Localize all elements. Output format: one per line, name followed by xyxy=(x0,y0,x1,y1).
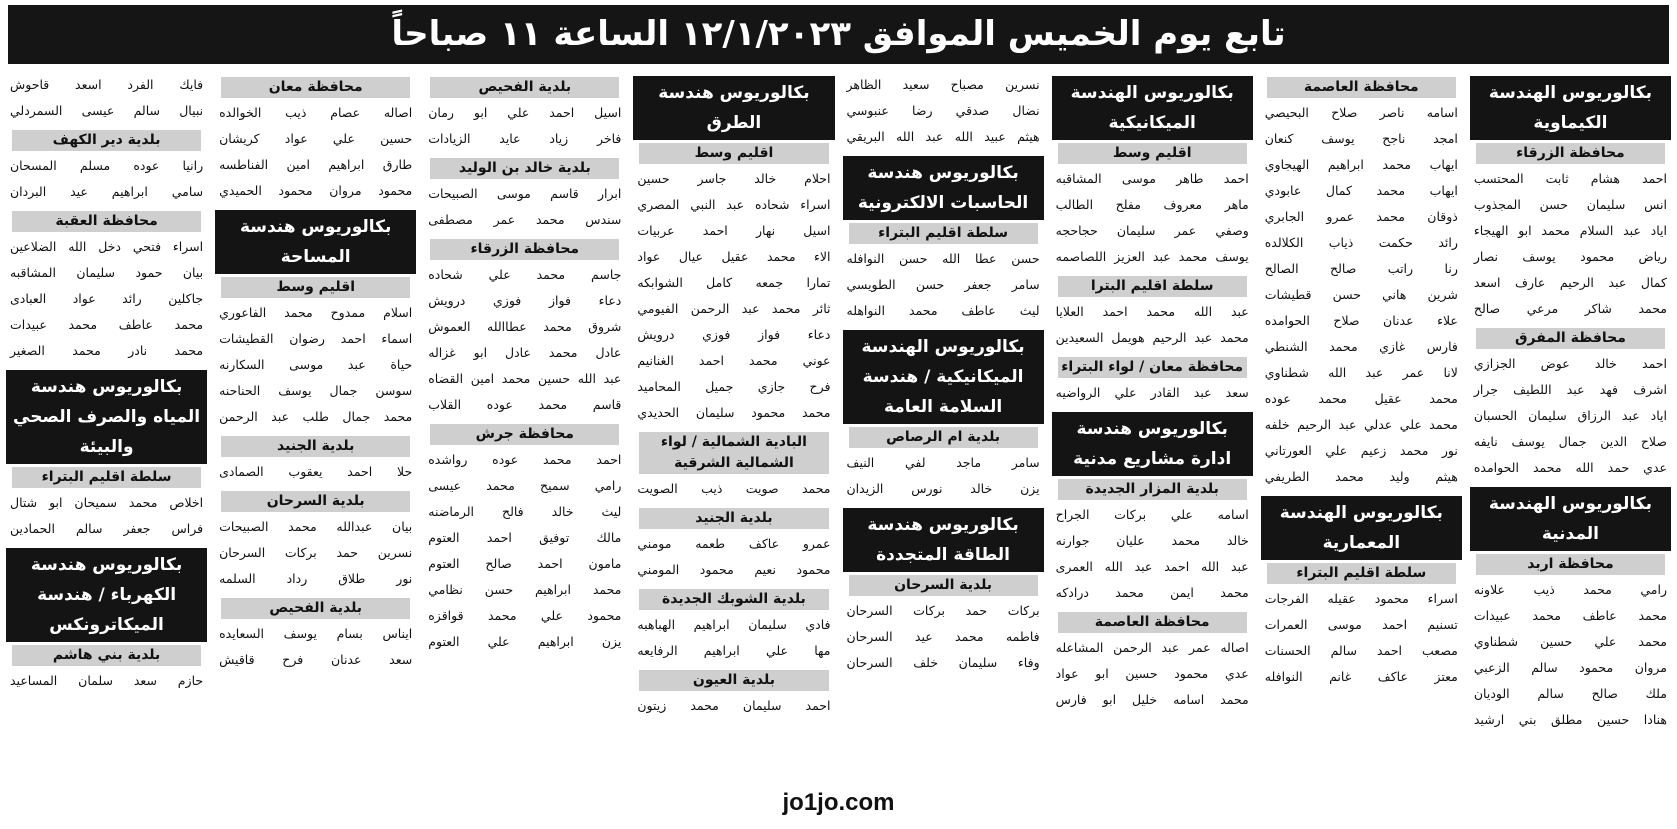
candidate-name: محمد جمال طلب عبد الرحمن xyxy=(219,409,413,424)
page-title-banner: تابع يوم الخميس الموافق ١٢/١/٢٠٢٣ الساعة ١١ صباحاً xyxy=(8,5,1669,64)
candidate-name: اسراء محمود عقيله الفرجات xyxy=(1264,591,1458,606)
candidate-name: سعد عدنان فرح قاقيش xyxy=(219,652,413,667)
authority-subheading: البادية الشمالية / لواء الشمالية الشرقية xyxy=(639,432,828,474)
degree-heading: بكالوريوس الهندسة الكيماوية xyxy=(1470,76,1671,140)
candidate-name: رانيا عوده مسلم المسحان xyxy=(10,158,204,173)
candidate-name: شرين هاني حسن قطيشات xyxy=(1264,287,1458,302)
candidate-name: اسيل احمد علي ابو رمان xyxy=(428,105,622,120)
candidate-name: محمود مروان محمود الحميدي xyxy=(219,183,413,198)
candidate-name: طارق ابراهيم امين الفناطسه xyxy=(219,157,413,172)
authority-subheading: محافظة اربد xyxy=(1476,554,1665,575)
candidate-name: جاسم محمد علي شحاده xyxy=(428,267,622,282)
column-7 xyxy=(215,74,416,786)
candidate-name: محمود نعيم محمود المومني xyxy=(637,562,831,577)
candidate-name: محمد علي حسين شطناوي xyxy=(1473,634,1667,649)
name-list xyxy=(633,695,834,721)
degree-heading: بكالوريوس الهندسة الميكانيكية xyxy=(1052,76,1253,140)
authority-subheading: بلدية الجنيد xyxy=(221,436,410,457)
candidate-name: بركات حمد بركات السرحان xyxy=(846,603,1040,618)
candidate-name: عادل محمد عادل ابو غزاله xyxy=(428,345,622,360)
candidate-name: محمد شاكر مرعي صالح xyxy=(1473,301,1667,316)
degree-heading: بكالوريوس هندسة المياه والصرف الصحي والبيئة xyxy=(6,370,207,464)
candidate-name: نسرين مصباح سعيد الظاهر xyxy=(846,77,1040,92)
name-list xyxy=(1052,382,1253,408)
authority-subheading: اقليم وسط xyxy=(221,277,410,298)
authority-subheading: بلدية الجنيد xyxy=(639,508,828,529)
authority-subheading: محافظة الزرقاء xyxy=(1476,143,1665,164)
name-list xyxy=(1052,637,1253,715)
candidate-name: مروان محمود سالم الزعبي xyxy=(1473,660,1667,675)
candidate-name: عدي محمود حسين ابو عواد xyxy=(1055,666,1249,681)
authority-subheading: بلدية الشوبك الجديدة xyxy=(639,589,828,610)
authority-subheading: محافظة جرش xyxy=(430,424,619,445)
candidate-name: عبد الله محمد احمد العلايا xyxy=(1055,304,1249,319)
name-list xyxy=(1470,168,1671,324)
authority-subheading: بلدية دير الكهف xyxy=(12,130,201,151)
degree-heading: بكالوريوس هندسة الكهرباء / هندسة الميكاترونكس xyxy=(6,548,207,642)
candidate-name: اسماء احمد رضوان القطيشات xyxy=(219,331,413,346)
name-list xyxy=(424,449,625,657)
candidate-name: احمد هشام ثابت المحتسب xyxy=(1473,171,1667,186)
name-list xyxy=(633,478,834,504)
candidate-name: نور محمد زعيم علي العورتاني xyxy=(1264,443,1458,458)
candidate-name: تسنيم احمد موسى العمرات xyxy=(1264,617,1458,632)
announcement-columns xyxy=(6,74,1671,786)
site-watermark: jo1jo.com xyxy=(782,789,895,816)
candidate-name: سعد عبد القادر علي الرواضيه xyxy=(1055,385,1249,400)
candidate-name: ذوقان محمد عمرو الجابري xyxy=(1264,209,1458,224)
candidate-name: وفاء سليمان خلف السرحان xyxy=(846,655,1040,670)
column-2 xyxy=(1261,74,1462,786)
authority-subheading: بلدية خالد بن الوليد xyxy=(430,158,619,179)
candidate-name: حسن عطا الله حسن النوافله xyxy=(846,251,1040,266)
authority-subheading: محافظة العاصمة xyxy=(1058,612,1247,633)
authority-subheading: اقليم وسط xyxy=(1058,143,1247,164)
candidate-name: نور طلاق رداد السلمه xyxy=(219,571,413,586)
degree-heading: بكالوريوس الهندسة الميكانيكية / هندسة السلامة العامة xyxy=(843,330,1044,424)
degree-heading: بكالوريوس هندسة ادارة مشاريع مدنية xyxy=(1052,412,1253,476)
candidate-name: رامي محمد ذيب علاونه xyxy=(1473,582,1667,597)
candidate-name: فرح جازي جميل المحاميد xyxy=(637,379,831,394)
candidate-name: ايهاب محمد كمال عابودي xyxy=(1264,183,1458,198)
candidate-name: تمارا جمعه كامل الشوابكه xyxy=(637,275,831,290)
candidate-name: علاء عدنان صلاح الحوامده xyxy=(1264,313,1458,328)
candidate-name: دعاء فواز فوزي درويش xyxy=(428,293,622,308)
name-list xyxy=(6,236,207,366)
candidate-name: حياة عبد موسى السكارنه xyxy=(219,357,413,372)
candidate-name: مصعب احمد سالم الحسنات xyxy=(1264,643,1458,658)
candidate-name: احمد خالد عوض الجزازي xyxy=(1473,356,1667,371)
authority-subheading: بلدية السرحان xyxy=(221,491,410,512)
candidate-name: رامي سميح محمد عيسى xyxy=(428,478,622,493)
candidate-name: وصفي عمر سليمان حجاحجه xyxy=(1055,223,1249,238)
authority-subheading: سلطة اقليم البترا xyxy=(1058,276,1247,297)
candidate-name: الاء محمد عقيل عيال عواد xyxy=(637,249,831,264)
authority-subheading: بلدية الفحيص xyxy=(221,598,410,619)
authority-subheading: بلدية العيون xyxy=(639,670,828,691)
name-list xyxy=(424,264,625,420)
column-8 xyxy=(6,74,207,786)
candidate-name: سامر ماجد لفي النيف xyxy=(846,455,1040,470)
candidate-name: صلاح الدين جمال يوسف نايفه xyxy=(1473,434,1667,449)
name-list xyxy=(1052,504,1253,608)
authority-subheading: بلدية الفحيص xyxy=(430,77,619,98)
candidate-name: هيثم وليد محمد الطريفي xyxy=(1264,469,1458,484)
candidate-name: محمد عبد الرحيم هويمل السعيدين xyxy=(1055,330,1249,345)
column-4 xyxy=(843,74,1044,786)
degree-heading: بكالوريوس هندسة الطرق xyxy=(633,76,834,140)
column-1 xyxy=(1470,74,1671,786)
column-5 xyxy=(633,74,834,786)
authority-subheading: بلدية المزار الجديدة xyxy=(1058,479,1247,500)
candidate-name: هنادا حسين مطلق بني ارشيد xyxy=(1473,712,1667,727)
candidate-name: ابرار قاسم موسى الصبيحات xyxy=(428,186,622,201)
candidate-name: ايناس بسام يوسف السعايده xyxy=(219,626,413,641)
name-list xyxy=(215,102,416,206)
name-list xyxy=(1470,579,1671,735)
candidate-name: سامر جعفر حسن الطويسي xyxy=(846,277,1040,292)
candidate-name: محمد عاطف محمد عبيدات xyxy=(10,317,204,332)
candidate-name: رنا راتب صالح الصالح xyxy=(1264,261,1458,276)
candidate-name: محمد اسامه خليل ابو فارس xyxy=(1055,692,1249,707)
candidate-name: كمال عبد الرحيم عارف اسعد xyxy=(1473,275,1667,290)
candidate-name: ماهر معروف مفلح الطالب xyxy=(1055,197,1249,212)
candidate-name: اياد عبد الرزاق سليمان الحسبان xyxy=(1473,408,1667,423)
name-list xyxy=(424,102,625,154)
candidate-name: مامون احمد صالح العتوم xyxy=(428,556,622,571)
name-list xyxy=(1052,168,1253,272)
candidate-name: محمد محمود سليمان الحديدي xyxy=(637,405,831,420)
name-list xyxy=(215,623,416,675)
authority-subheading: سلطة اقليم البتراء xyxy=(12,467,201,488)
candidate-name: بيان عبدالله محمد الصبيحات xyxy=(219,519,413,534)
candidate-name: احمد محمد عوده رواشده xyxy=(428,452,622,467)
candidate-name: فايك الفرد اسعد قاحوش xyxy=(10,77,204,92)
name-list xyxy=(6,492,207,544)
candidate-name: محمود علي محمد قواقزه xyxy=(428,608,622,623)
candidate-name: عبد الله حسين محمد امين القضاه xyxy=(428,371,622,386)
candidate-name: محمد ايمن محمد درادكه xyxy=(1055,585,1249,600)
candidate-name: محمد صويت ذيب الصويت xyxy=(637,481,831,496)
candidate-name: اشرف فهد عبد اللطيف جرار xyxy=(1473,382,1667,397)
authority-subheading: محافظة الزرقاء xyxy=(430,239,619,260)
degree-heading: بكالوريوس هندسة المساحة xyxy=(215,210,416,274)
candidate-name: سامي ابراهيم عيد البردان xyxy=(10,184,204,199)
candidate-name: سوسن جمال يوسف الحناحنه xyxy=(219,383,413,398)
candidate-name: محمد ابراهيم حسن نظامي xyxy=(428,582,622,597)
candidate-name: اسامه علي بركات الجراح xyxy=(1055,507,1249,522)
candidate-name: اصاله عمر عبد الرحمن المشاعله xyxy=(1055,640,1249,655)
candidate-name: ملك صالح سالم الوديان xyxy=(1473,686,1667,701)
candidate-name: رائد حكمت ذياب الكلالده xyxy=(1264,235,1458,250)
name-list xyxy=(843,248,1044,326)
candidate-name: احمد سليمان محمد زيتون xyxy=(637,698,831,713)
name-list xyxy=(1261,102,1462,492)
authority-subheading: بلدية ام الرصاص xyxy=(849,427,1038,448)
candidate-name: محمد نادر محمد الصغير xyxy=(10,343,204,358)
candidate-name: سندس محمد عمر مصطفى xyxy=(428,212,622,227)
candidate-name: رياض محمود يوسف نصار xyxy=(1473,249,1667,264)
name-list xyxy=(633,614,834,666)
candidate-name: نسرين حمد بركات السرحان xyxy=(219,545,413,560)
name-list xyxy=(843,452,1044,504)
degree-heading: بكالوريوس الهندسة المعمارية xyxy=(1261,496,1462,560)
candidate-name: اسامه ناصر صلاح البحيصي xyxy=(1264,105,1458,120)
degree-heading: بكالوريوس هندسة الحاسبات الالكترونية xyxy=(843,156,1044,220)
column-6 xyxy=(424,74,625,786)
name-list xyxy=(1261,588,1462,692)
candidate-name: قاسم محمد عوده القلاب xyxy=(428,397,622,412)
authority-subheading: سلطة اقليم البتراء xyxy=(849,223,1038,244)
name-list xyxy=(6,74,207,126)
name-list xyxy=(424,183,625,235)
candidate-name: هيثم عبيد الله عبد الله البريقي xyxy=(846,129,1040,144)
candidate-name: فاخر زياد عايد الزيادات xyxy=(428,131,622,146)
name-list xyxy=(633,168,834,428)
candidate-name: انس سليمان حسن المجذوب xyxy=(1473,197,1667,212)
authority-subheading: سلطة اقليم البتراء xyxy=(1267,563,1456,584)
candidate-name: يزن خالد نورس الزيدان xyxy=(846,481,1040,496)
candidate-name: حسين علي عواد كريشان xyxy=(219,131,413,146)
candidate-name: احلام خالد جاسر حسين xyxy=(637,171,831,186)
candidate-name: خالد محمد عليان جوارنه xyxy=(1055,533,1249,548)
authority-subheading: محافظة العقبة xyxy=(12,211,201,232)
authority-subheading: محافظة العاصمة xyxy=(1267,77,1456,98)
candidate-name: مالك توفيق احمد العتوم xyxy=(428,530,622,545)
candidate-name: نبيال سالم عيسى السمردلي xyxy=(10,103,204,118)
name-list xyxy=(843,600,1044,678)
name-list xyxy=(6,155,207,207)
candidate-name: ليث عاطف محمد النواهله xyxy=(846,303,1040,318)
candidate-name: اسيل نهار احمد عربيات xyxy=(637,223,831,238)
authority-subheading: محافظة معان xyxy=(221,77,410,98)
candidate-name: اسراء فتحي دخل الله الضلاعين xyxy=(10,239,204,254)
name-list xyxy=(1052,301,1253,353)
candidate-name: ايهاب محمد ابراهيم الهيجاوي xyxy=(1264,157,1458,172)
candidate-name: عوني محمد احمد الغنانيم xyxy=(637,353,831,368)
candidate-name: محمد عقيل محمد عوده xyxy=(1264,391,1458,406)
candidate-name: اسلام ممدوح محمد الفاعوري xyxy=(219,305,413,320)
candidate-name: اسراء شحاده عبد النبي المصري xyxy=(637,197,831,212)
candidate-name: بيان حمود سليمان المشاقبه xyxy=(10,265,204,280)
candidate-name: محمد علي عدلي عبد الرحيم خلفه xyxy=(1264,417,1458,432)
authority-subheading: اقليم وسط xyxy=(639,143,828,164)
candidate-name: دعاء فواز فوزي درويش xyxy=(637,327,831,342)
degree-heading: بكالوريوس الهندسة المدنية xyxy=(1470,487,1671,551)
candidate-name: فاطمه محمد عيد السرحان xyxy=(846,629,1040,644)
candidate-name: احمد طاهر موسى المشاقبه xyxy=(1055,171,1249,186)
name-list xyxy=(215,302,416,432)
candidate-name: اصاله عصام ذيب الخوالده xyxy=(219,105,413,120)
candidate-name: جاكلين رائد عواد العبادى xyxy=(10,291,204,306)
candidate-name: معتز عاكف غانم النوافله xyxy=(1264,669,1458,684)
candidate-name: لانا عمر عبد الله شطناوي xyxy=(1264,365,1458,380)
candidate-name: محمد عاطف محمد عبيدات xyxy=(1473,608,1667,623)
candidate-name: عبد الله احمد عبد الله العمرى xyxy=(1055,559,1249,574)
candidate-name: حازم سعد سلمان المساعيد xyxy=(10,673,204,688)
candidate-name: ليث خالد فالح الرماضنه xyxy=(428,504,622,519)
candidate-name: عمرو عاكف طعمه مومني xyxy=(637,536,831,551)
candidate-name: شروق محمد عطاالله العموش xyxy=(428,319,622,334)
candidate-name: فراس جعفر سالم الحمادين xyxy=(10,521,204,536)
name-list xyxy=(843,74,1044,152)
candidate-name: فادي سليمان ابراهيم الهباهبه xyxy=(637,617,831,632)
candidate-name: يوسف محمد عبد العزيز اللصاصمه xyxy=(1055,249,1249,264)
candidate-name: عدي حمد الله محمد الحوامده xyxy=(1473,460,1667,475)
name-list xyxy=(6,670,207,696)
authority-subheading: بلدية السرحان xyxy=(849,575,1038,596)
authority-subheading: محافظة معان / لواء البتراء xyxy=(1058,357,1247,378)
name-list xyxy=(633,533,834,585)
authority-subheading: بلدية بني هاشم xyxy=(12,645,201,666)
candidate-name: اياد عبد السلام محمد ابو الهيجاء xyxy=(1473,223,1667,238)
candidate-name: نضال صدقي رضا عنبوسي xyxy=(846,103,1040,118)
candidate-name: ثائر محمد عبد الرحمن الفيومي xyxy=(637,301,831,316)
candidate-name: يزن ابراهيم علي العتوم xyxy=(428,634,622,649)
name-list xyxy=(1470,353,1671,483)
name-list xyxy=(215,461,416,487)
degree-heading: بكالوريوس هندسة الطاقة المتجددة xyxy=(843,508,1044,572)
name-list xyxy=(215,516,416,594)
candidate-name: امجد ناجح يوسف كنعان xyxy=(1264,131,1458,146)
column-3 xyxy=(1052,74,1253,786)
candidate-name: فارس غازي محمد الشنطي xyxy=(1264,339,1458,354)
candidate-name: مها علي ابراهيم الرفايعه xyxy=(637,643,831,658)
candidate-name: اخلاص محمد سميحان ابو شتال xyxy=(10,495,204,510)
authority-subheading: محافظة المفرق xyxy=(1476,328,1665,349)
candidate-name: حلا احمد يعقوب الصمادى xyxy=(219,464,413,479)
